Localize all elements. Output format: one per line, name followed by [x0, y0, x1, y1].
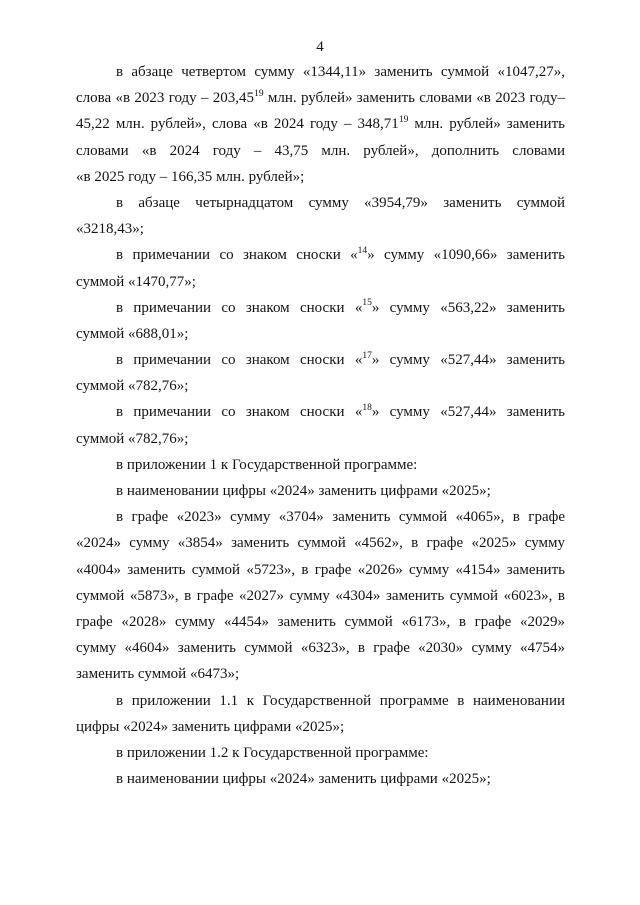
text-segment: в графе «2023» сумму «3704» заменить суммой «4065», в графе — [116, 509, 565, 526]
text-segment: суммой «782,76»; — [76, 430, 189, 447]
text-line — [76, 242, 565, 268]
text-segment: суммой «782,76»; — [76, 378, 189, 395]
text-line — [76, 85, 565, 111]
text-segment: сумму «4604» заменить суммой «6323», в графе «2030» сумму «4754» — [76, 640, 565, 657]
paragraph — [76, 399, 565, 451]
paragraph — [76, 688, 565, 740]
paragraph — [76, 504, 565, 687]
text-segment: суммой «5873», в графе «2027» сумму «4304» заменить суммой «6023», в — [76, 587, 565, 604]
text-line — [76, 530, 565, 556]
footnote-reference: 19 — [254, 88, 264, 99]
text-line — [76, 111, 565, 137]
footnote-reference: 18 — [362, 402, 372, 413]
paragraph — [76, 740, 565, 766]
text-segment: суммой «1470,77»; — [76, 273, 196, 290]
text-segment: заменить суммой «6473»; — [76, 666, 240, 683]
text-line — [76, 661, 565, 687]
text-segment: » сумму «527,44» заменить — [371, 404, 565, 421]
text-line — [76, 59, 565, 85]
text-line — [76, 478, 565, 504]
text-line — [76, 609, 565, 635]
text-line — [76, 399, 565, 425]
paragraph — [76, 295, 565, 347]
text-segment: «3218,43»; — [76, 221, 144, 238]
text-segment: словами «в 2024 году – 43,75 млн. рублей», дополнить словами — [76, 142, 565, 159]
text-segment: графе «2028» сумму «4454» заменить суммой «6173», в графе «2029» — [76, 613, 565, 630]
text-line — [76, 269, 565, 295]
text-line — [76, 321, 565, 347]
text-segment: млн. рублей» заменить словами «в 2023 году– — [263, 90, 565, 107]
paragraph — [76, 766, 565, 792]
text-line — [76, 138, 565, 164]
text-line — [76, 452, 565, 478]
text-line — [76, 164, 565, 190]
footnote-reference: 17 — [362, 350, 372, 361]
text-segment: в абзаце четвертом сумму «1344,11» заменить суммой «1047,27», — [116, 64, 565, 80]
text-line — [76, 216, 565, 242]
page-number: 4 — [316, 39, 324, 55]
footnote-reference: 19 — [398, 114, 409, 125]
text-line — [76, 373, 565, 399]
text-segment: в наименовании цифры «2024» заменить цифрами «2025»; — [116, 483, 491, 499]
text-segment: в абзаце четырнадцатом сумму «3954,79» заменить суммой — [116, 194, 565, 211]
document-body — [76, 59, 565, 792]
paragraph — [76, 347, 565, 399]
paragraph — [76, 190, 565, 242]
text-line — [76, 688, 565, 714]
text-segment: » сумму «527,44» заменить — [371, 352, 565, 369]
text-line — [76, 714, 565, 740]
text-line — [76, 583, 565, 609]
text-segment: в приложении 1.2 к Государственной программе: — [116, 744, 429, 761]
text-line — [76, 190, 565, 216]
footnote-reference: 15 — [362, 298, 372, 309]
paragraph — [76, 452, 565, 478]
text-line — [76, 295, 565, 321]
text-segment: «2024» сумму «3854» заменить суммой «4562», в графе «2025» сумму — [76, 535, 565, 552]
text-segment: «в 2025 году – 166,35 млн. рублей»; — [76, 168, 305, 185]
text-line — [76, 426, 565, 452]
text-segment: цифры «2024» заменить цифрами «2025»; — [76, 718, 345, 735]
text-segment: слова «в 2023 году – 203,45 — [76, 90, 255, 107]
text-segment: в примечании со знаком сноски « — [116, 404, 363, 421]
text-line — [76, 347, 565, 373]
text-segment: в приложении 1.1 к Государственной программе в наименовании — [116, 692, 565, 709]
text-line — [76, 766, 565, 792]
text-segment: в примечании со знаком сноски « — [116, 352, 363, 369]
text-segment: » сумму «1090,66» заменить — [367, 247, 565, 264]
text-line — [76, 504, 565, 530]
paragraph — [76, 478, 565, 504]
paragraph — [76, 242, 565, 294]
text-segment: «4004» заменить суммой «5723», в графе «2026» сумму «4154» заменить — [76, 561, 565, 578]
text-segment: в примечании со знаком сноски « — [116, 299, 363, 316]
text-segment: в примечании со знаком сноски « — [116, 247, 358, 264]
text-segment: суммой «688,01»; — [76, 325, 189, 342]
text-segment: в наименовании цифры «2024» заменить цифрами «2025»; — [116, 771, 491, 788]
footnote-reference: 14 — [357, 245, 368, 256]
text-segment: млн. рублей» заменить — [408, 116, 565, 133]
paragraph — [76, 59, 565, 190]
text-line — [76, 557, 565, 583]
text-segment: 45,22 млн. рублей», слова «в 2024 году – 348,71 — [76, 116, 399, 133]
text-line — [76, 740, 565, 766]
text-line — [76, 635, 565, 661]
text-segment: в приложении 1 к Государственной программе: — [116, 456, 418, 473]
text-segment: » сумму «563,22» заменить — [371, 299, 565, 316]
